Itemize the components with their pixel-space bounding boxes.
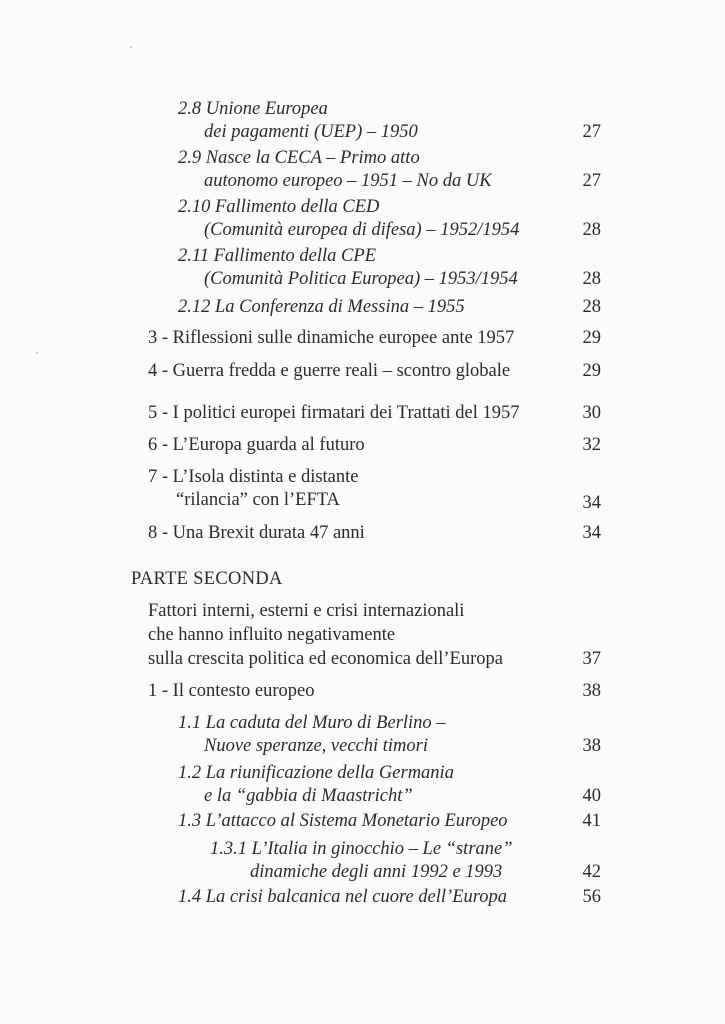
part-intro-line2: che hanno influito negativamente [148,625,396,645]
toc-entry-1-4: 1.4 La crisi balcanica nel cuore dell’Europa [178,887,508,907]
toc-page-number: 41 [582,811,601,831]
toc-page-number: 32 [582,435,601,455]
toc-entry-2-8-line2: dei pagamenti (UEP) – 1950 [204,122,418,142]
toc-entry-5: 5 - I politici europei firmatari dei Trattati del 1957 [148,403,520,423]
toc-entry-4: 4 - Guerra fredda e guerre reali – scontro globale [148,361,511,381]
toc-entry-3: 3 - Riflessioni sulle dinamiche europee ante 1957 [148,328,515,348]
part-intro-line1: Fattori interni, esterni e crisi internazionali [148,601,465,621]
toc-entry-1-3-1-line1: 1.3.1 L’Italia in ginocchio – Le “strane” [210,839,513,859]
toc-entry-2-10-line1: 2.10 Fallimento della CED [178,197,380,217]
paper-speck [130,46,132,48]
toc-page-number: 34 [582,523,601,543]
toc-entry-2-12: 2.12 La Conferenza di Messina – 1955 [178,297,465,317]
toc-page-number: 30 [582,403,601,423]
toc-entry-1-2-line2: e la “gabbia di Maastricht” [204,786,413,806]
toc-page-number: 28 [582,220,601,240]
toc-page-number: 37 [582,649,601,669]
toc-entry-1-1-line2: Nuove speranze, vecchi timori [204,736,428,756]
toc-page-number: 42 [582,862,601,882]
toc-entry-1-3-1-line2: dinamiche degli anni 1992 e 1993 [250,862,503,882]
toc-entry-1-2-line1: 1.2 La riunificazione della Germania [178,763,454,783]
toc-entry-2-10-line2: (Comunità europea di difesa) – 1952/1954 [204,220,520,240]
toc-entry-2-8-line1: 2.8 Unione Europea [178,99,328,119]
toc-entry-1: 1 - Il contesto europeo [148,681,315,701]
toc-entry-2-11-line2: (Comunità Politica Europea) – 1953/1954 [204,269,518,289]
toc-entry-7-line1: 7 - L’Isola distinta e distante [148,467,359,487]
toc-page-number: 38 [582,681,601,701]
toc-page-number: 34 [582,493,601,513]
paper-speck [36,352,38,354]
toc-page-number: 29 [582,361,601,381]
toc-entry-2-11-line1: 2.11 Fallimento della CPE [178,246,376,266]
toc-page-number: 40 [582,786,601,806]
toc-page-number: 29 [582,328,601,348]
toc-entry-1-3: 1.3 L’attacco al Sistema Monetario Europeo [178,811,508,831]
toc-page-number: 27 [582,122,601,142]
toc-page-number: 27 [582,171,601,191]
toc-page-number: 28 [582,269,601,289]
toc-entry-2-9-line2: autonomo europeo – 1951 – No da UK [204,171,492,191]
toc-entry-6: 6 - L’Europa guarda al futuro [148,435,365,455]
toc-page-number: 56 [582,887,601,907]
toc-page-number: 28 [582,297,601,317]
part-heading: PARTE SECONDA [131,569,283,589]
part-intro-line3: sulla crescita politica ed economica dell’Europa [148,649,503,669]
toc-entry-8: 8 - Una Brexit durata 47 anni [148,523,365,543]
toc-page-number: 38 [582,736,601,756]
toc-entry-7-line2: “rilancia” con l’EFTA [176,490,340,510]
toc-entry-1-1-line1: 1.1 La caduta del Muro di Berlino – [178,713,446,733]
toc-entry-2-9-line1: 2.9 Nasce la CECA – Primo atto [178,148,420,168]
